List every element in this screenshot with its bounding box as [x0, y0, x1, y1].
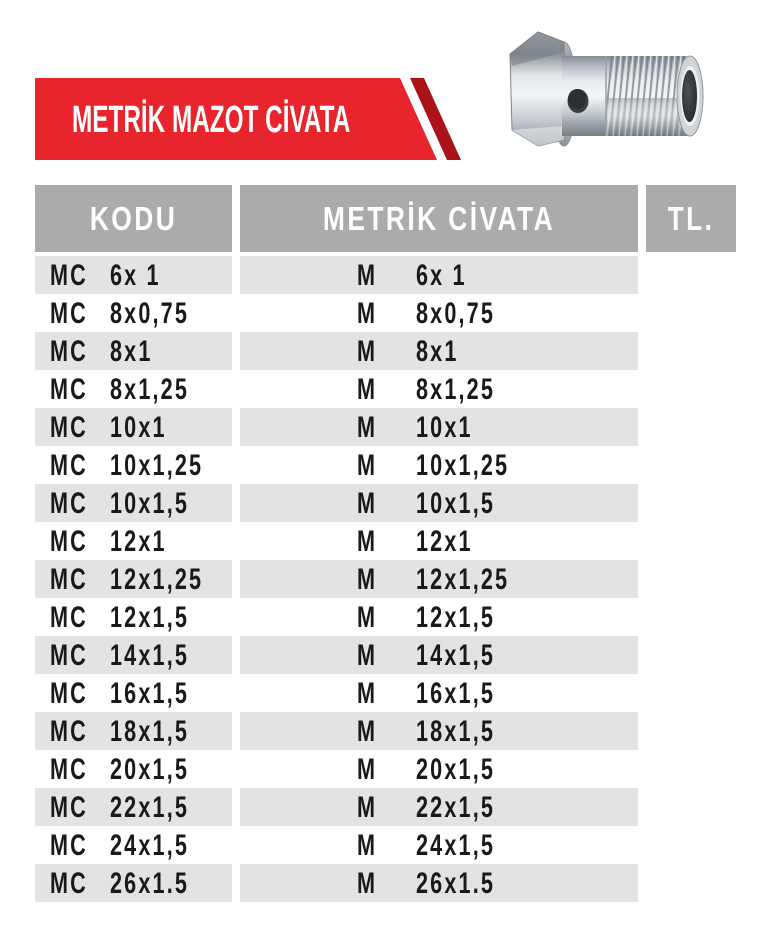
kodu-size: 8x1,25: [110, 373, 190, 406]
kodu-size: 20x1,5: [110, 753, 190, 786]
kodu-size: 12x1,25: [110, 563, 204, 596]
kodu-cell: [35, 332, 232, 370]
table-row: [35, 560, 736, 598]
metric-cell: [240, 332, 638, 370]
kodu-cell: [35, 788, 232, 826]
kodu-prefix: MC: [50, 449, 88, 482]
kodu-size: 8x1: [110, 335, 153, 368]
page-title: METRİK MAZOT CİVATA: [72, 99, 351, 141]
banjo-bolt-photo: [488, 14, 728, 154]
kodu-cell: [35, 636, 232, 674]
metric-size: 8x0,75: [416, 297, 496, 330]
metric-cell: [240, 674, 638, 712]
column-header-metrik-civata: [240, 185, 638, 252]
column-header-kodu: [35, 185, 232, 252]
metric-size: 16x1,5: [416, 677, 496, 710]
kodu-prefix: MC: [50, 487, 88, 520]
kodu-prefix: MC: [50, 791, 88, 824]
metric-cell: [240, 750, 638, 788]
metric-prefix: M: [357, 791, 378, 824]
kodu-cell: [35, 446, 232, 484]
metric-prefix: M: [357, 563, 378, 596]
metric-size: 6x 1: [416, 259, 467, 292]
metric-cell: [240, 788, 638, 826]
kodu-prefix: MC: [50, 259, 88, 292]
table-row: [35, 332, 736, 370]
kodu-cell: [35, 560, 232, 598]
kodu-cell: [35, 294, 232, 332]
column-header-tl-label: TL.: [667, 200, 715, 237]
table-row: [35, 826, 736, 864]
metric-prefix: M: [357, 829, 378, 862]
metric-cell: [240, 864, 638, 902]
kodu-prefix: MC: [50, 297, 88, 330]
kodu-size: 22x1,5: [110, 791, 190, 824]
kodu-prefix: MC: [50, 753, 88, 786]
table-row: [35, 408, 736, 446]
column-header-metrik-civata-label: METRİK CİVATA: [322, 200, 556, 237]
table-row: [35, 750, 736, 788]
metric-size: 10x1,5: [416, 487, 496, 520]
metric-size: 8x1,25: [416, 373, 496, 406]
kodu-prefix: MC: [50, 411, 88, 444]
kodu-prefix: MC: [50, 715, 88, 748]
kodu-size: 16x1,5: [110, 677, 190, 710]
metric-size: 26x1.5: [416, 867, 496, 900]
metric-cell: [240, 560, 638, 598]
metric-cell: [240, 446, 638, 484]
table-row: [35, 712, 736, 750]
metric-size: 12x1,25: [416, 563, 510, 596]
kodu-cell: [35, 370, 232, 408]
kodu-cell: [35, 256, 232, 294]
table-row: [35, 446, 736, 484]
kodu-cell: [35, 750, 232, 788]
table-row: [35, 636, 736, 674]
table-row: [35, 864, 736, 902]
kodu-prefix: MC: [50, 373, 88, 406]
kodu-prefix: MC: [50, 335, 88, 368]
metric-prefix: M: [357, 335, 378, 368]
kodu-prefix: MC: [50, 867, 88, 900]
metric-cell: [240, 484, 638, 522]
metric-cell: [240, 256, 638, 294]
kodu-size: 12x1: [110, 525, 167, 558]
kodu-cell: [35, 826, 232, 864]
metric-cell: [240, 636, 638, 674]
kodu-cell: [35, 484, 232, 522]
metric-prefix: M: [357, 411, 378, 444]
metric-prefix: M: [357, 753, 378, 786]
metric-size: 14x1,5: [416, 639, 496, 672]
metric-prefix: M: [357, 297, 378, 330]
metric-prefix: M: [357, 639, 378, 672]
kodu-cell: [35, 522, 232, 560]
table-row: [35, 674, 736, 712]
kodu-size: 10x1,25: [110, 449, 204, 482]
kodu-prefix: MC: [50, 563, 88, 596]
kodu-size: 24x1,5: [110, 829, 190, 862]
metric-cell: [240, 408, 638, 446]
kodu-prefix: MC: [50, 525, 88, 558]
table-row: [35, 522, 736, 560]
table-body: [35, 256, 736, 902]
kodu-size: 6x 1: [110, 259, 161, 292]
metric-prefix: M: [357, 677, 378, 710]
kodu-prefix: MC: [50, 601, 88, 634]
kodu-prefix: MC: [50, 639, 88, 672]
metric-size: 22x1,5: [416, 791, 496, 824]
kodu-prefix: MC: [50, 829, 88, 862]
product-photo: [488, 14, 728, 154]
kodu-size: 14x1,5: [110, 639, 190, 672]
metric-size: 10x1,25: [416, 449, 510, 482]
kodu-size: 10x1: [110, 411, 167, 444]
kodu-cell: [35, 598, 232, 636]
section-banner: [35, 78, 465, 160]
metric-prefix: M: [357, 525, 378, 558]
metric-prefix: M: [357, 449, 378, 482]
kodu-cell: [35, 712, 232, 750]
metric-size: 8x1: [416, 335, 459, 368]
metric-size: 10x1: [416, 411, 473, 444]
metric-cell: [240, 598, 638, 636]
kodu-cell: [35, 408, 232, 446]
kodu-size: 26x1.5: [110, 867, 190, 900]
metric-size: 12x1: [416, 525, 473, 558]
metric-size: 20x1,5: [416, 753, 496, 786]
kodu-cell: [35, 674, 232, 712]
bolt-side-hole-inner: [568, 89, 586, 109]
kodu-size: 10x1,5: [110, 487, 190, 520]
kodu-prefix: MC: [50, 677, 88, 710]
table-row: [35, 484, 736, 522]
metric-cell: [240, 370, 638, 408]
table-row: [35, 788, 736, 826]
metric-cell: [240, 294, 638, 332]
kodu-cell: [35, 864, 232, 902]
metric-prefix: M: [357, 487, 378, 520]
kodu-size: 12x1,5: [110, 601, 190, 634]
metric-cell: [240, 712, 638, 750]
metric-prefix: M: [357, 867, 378, 900]
metric-prefix: M: [357, 715, 378, 748]
bolt-bore-hole: [682, 70, 697, 122]
metric-prefix: M: [357, 601, 378, 634]
metric-size: 12x1,5: [416, 601, 496, 634]
table-row: [35, 256, 736, 294]
metric-cell: [240, 522, 638, 560]
table-row: [35, 598, 736, 636]
metric-prefix: M: [357, 373, 378, 406]
table-row: [35, 294, 736, 332]
column-header-tl: [646, 185, 736, 252]
table-header-row: [35, 185, 736, 252]
metric-cell: [240, 826, 638, 864]
column-header-kodu-label: KODU: [89, 200, 178, 237]
kodu-size: 18x1,5: [110, 715, 190, 748]
metric-prefix: M: [357, 259, 378, 292]
metric-size: 24x1,5: [416, 829, 496, 862]
table-row: [35, 370, 736, 408]
kodu-size: 8x0,75: [110, 297, 190, 330]
metric-size: 18x1,5: [416, 715, 496, 748]
